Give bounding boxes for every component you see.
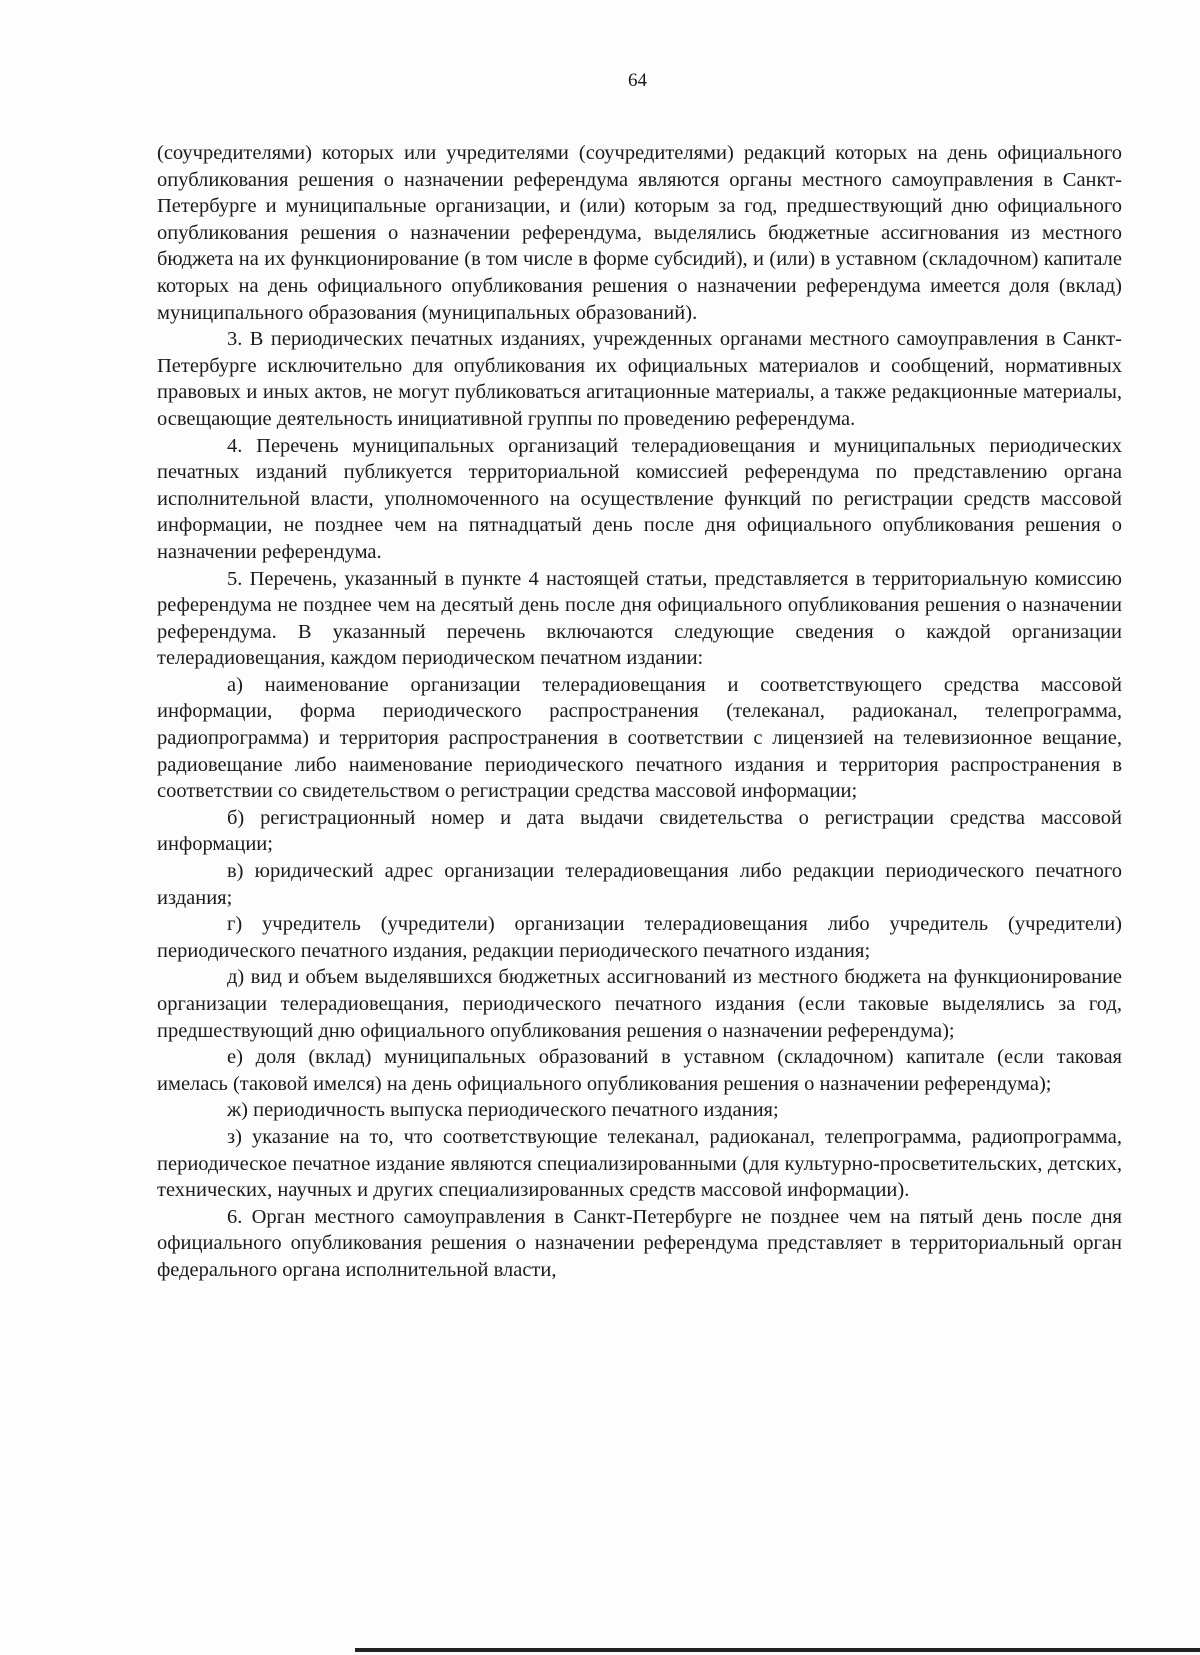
subitem-d: д) вид и объем выделявшихся бюджетных ассигнований из местного бюджета на функционирование организации телерадиовещания, периодического печатного издания (если таковые выделялись за год, предшествующий дню официального опубликования решения о назначении референдума); xyxy=(157,966,1122,1042)
paragraph-item-3: 3. В периодических печатных изданиях, учрежденных органами местного самоуправления в Санкт-Петербурге исключительно для опубликования их официальных материалов и сообщений, нормативных правовых и иных актов, не могут публиковаться агитационные материалы, а также редакционные материалы, освещающие деятельность инициативной группы по проведению референдума. xyxy=(157,328,1122,430)
subitem-v: в) юридический адрес организации телерадиовещания либо редакции периодического печатного издания; xyxy=(157,860,1122,909)
paragraph-item-4: 4. Перечень муниципальных организаций телерадиовещания и муниципальных периодических печатных изданий публикуется территориальной комиссией референдума по представлению органа исполнительной власти, уполномоченного на осуществление функций по регистрации средств массовой информации, не позднее чем на пятнадцатый день после дня официального опубликования решения о назначении референдума. xyxy=(157,434,1122,563)
document-body xyxy=(157,140,1122,1284)
paragraph-item-6: 6. Орган местного самоуправления в Санкт-Петербурге не позднее чем на пятый день после дня официального опубликования решения о назначении референдума представляет в территориальный орган федерального органа исполнительной власти, xyxy=(157,1205,1122,1281)
subitem-b: б) регистрационный номер и дата выдачи свидетельства о регистрации средства массовой информации; xyxy=(157,806,1122,856)
subitem-g: г) учредитель (учредители) организации телерадиовещания либо учредитель (учредители) периодического печатного издания, редакции периодического печатного издания; xyxy=(157,913,1122,962)
paragraph-item-5: 5. Перечень, указанный в пункте 4 настоящей статьи, представляется в территориальную комиссию референдума не позднее чем на десятый день после дня официального опубликования решения о назначении референдума. В указанный перечень включаются следующие сведения о каждой организации телерадиовещания, каждом периодическом печатном издании: xyxy=(157,567,1122,670)
subitem-a: а) наименование организации телерадиовещания и соответствующего средства массовой информации, форма периодического распространения (телеканал, радиоканал, телепрограмма, радиопрограмма) и территория распространения в соответствии с лицензией на телевизионное вещание, радиовещание либо наименование периодического печатного издания и территория распространения в соответствии со свидетельством о регистрации средства массовой информации; xyxy=(157,673,1122,803)
scan-edge-line xyxy=(355,1648,1200,1652)
page-number: 64 xyxy=(628,70,647,91)
subitem-z: з) указание на то, что соответствующие телеканал, радиоканал, телепрограмма, радиопрограмма, периодическое печатное издание являются специализированными (для культурно-просветительских, детских, технических, научных и других специализированных средств массовой информации). xyxy=(157,1125,1122,1202)
subitem-e: е) доля (вклад) муниципальных образований в уставном (складочном) капитале (если таковая имелась (таковой имелся) на день официального опубликования решения о назначении референдума); xyxy=(157,1046,1122,1095)
paragraph-continuation: (соучредителями) которых или учредителями (соучредителями) редакций которых на день официального опубликования решения о назначении референдума являются органы местного самоуправления в Санкт-Петербурге и муниципальные организации, и (или) которым за год, предшествующий дню официального опубликования решения о назначении референдума, выделялись бюджетные ассигнования из местного бюджета на их функционирование (в том числе в форме субсидий), и (или) в уставном (складочном) капитале которых на день официального опубликования решения о назначении референдума имеется доля (вклад) муниципального образования (муниципальных образований). xyxy=(157,142,1122,324)
subitem-zh: ж) периодичность выпуска периодического печатного издания; xyxy=(227,1099,779,1122)
